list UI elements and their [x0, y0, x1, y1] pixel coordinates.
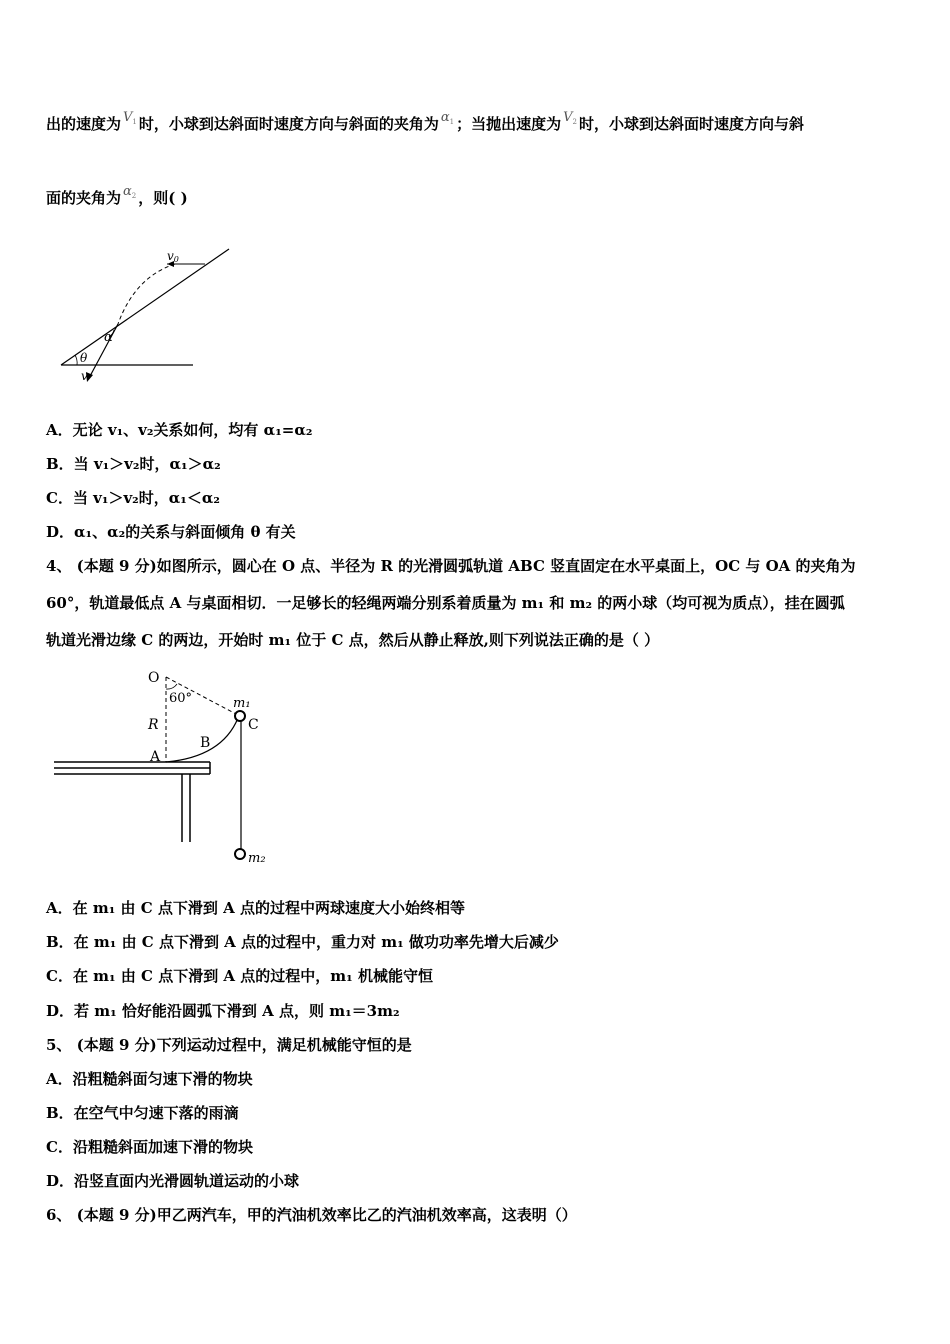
- a-label: A: [150, 749, 161, 765]
- arc-track-figure: [50, 662, 280, 872]
- q5-option-c: C．沿粗糙斜面加速下滑的物块: [46, 1138, 253, 1156]
- v2-symbol: $V_2$: [563, 110, 578, 126]
- alpha1-symbol: $\alpha_1$: [440, 110, 455, 126]
- q3-option-c: C．当 v₁＞v₂时，α₁＜α₂: [46, 489, 220, 507]
- incline-projectile-figure: [55, 242, 240, 387]
- r-label: R: [148, 717, 159, 733]
- b-label: B: [200, 735, 211, 751]
- q3-option-b: B．当 v₁＞v₂时，α₁＞α₂: [46, 455, 221, 473]
- c-label: C: [248, 717, 259, 733]
- angle-label: 60°: [169, 691, 193, 706]
- o-label: O: [148, 670, 160, 686]
- alpha2-symbol: $\alpha_2$: [123, 184, 137, 200]
- alpha-label: α: [104, 330, 113, 345]
- q3-option-a: A．无论 v₁、v₂关系如何，均有 α₁=α₂: [46, 421, 313, 439]
- v1-symbol: $V_1$: [123, 110, 137, 126]
- q5-option-a: A．沿粗糙斜面匀速下滑的物块: [46, 1070, 253, 1088]
- v0-label: v0: [167, 249, 179, 264]
- q3-stem-line-2: 面的夹角为 $\alpha_2$ ，则( ): [46, 184, 188, 207]
- q4-stem-line-2: 60°，轨道最低点 A 与桌面相切．一足够长的轻绳两端分别系着质量为 m₁ 和 m₂ 的两小球（均可视为质点），挂在圆弧: [46, 594, 845, 612]
- q4-option-b: B．在 m₁ 由 C 点下滑到 A 点的过程中，重力对 m₁ 做功功率先增大后减少: [46, 933, 559, 951]
- m1-label: m₁: [233, 696, 251, 711]
- q5-stem: 5、 (本题 9 分)下列运动过程中，满足机械能守恒的是: [46, 1036, 412, 1054]
- q4-option-a: A．在 m₁ 由 C 点下滑到 A 点的过程中两球速度大小始终相等: [46, 899, 465, 917]
- q3-stem-line-1: 出的速度为 $V_1$ 时，小球到达斜面时速度方向与斜面的夹角为 $\alpha_1$ ；当抛出速度为 $V_2$ 时，小球到达斜面时速度方向与斜: [46, 110, 805, 133]
- q4-option-c: C．在 m₁ 由 C 点下滑到 A 点的过程中，m₁ 机械能守恒: [46, 967, 433, 985]
- q5-option-b: B．在空气中匀速下落的雨滴: [46, 1104, 239, 1122]
- v-label: v: [81, 369, 88, 383]
- q5-option-d: D．沿竖直面内光滑圆轨道运动的小球: [46, 1172, 300, 1190]
- q3-option-d: D．α₁、α₂的关系与斜面倾角 θ 有关: [46, 523, 296, 541]
- q4-option-d: D．若 m₁ 恰好能沿圆弧下滑到 A 点，则 m₁＝3m₂: [46, 1002, 400, 1020]
- q4-stem-line-1: 4、 (本题 9 分)如图所示，圆心在 O 点、半径为 R 的光滑圆弧轨道 ABC 竖直固定在水平桌面上，OC 与 OA 的夹角为: [46, 557, 856, 575]
- theta-label: θ: [80, 351, 88, 365]
- q6-stem: 6、 (本题 9 分)甲乙两汽车，甲的汽油机效率比乙的汽油机效率高，这表明（）: [46, 1206, 577, 1224]
- q4-stem-line-3: 轨道光滑边缘 C 的两边，开始时 m₁ 位于 C 点，然后从静止释放,则下列说法正确的是（ ）: [46, 631, 660, 649]
- m2-label: m₂: [248, 851, 266, 866]
